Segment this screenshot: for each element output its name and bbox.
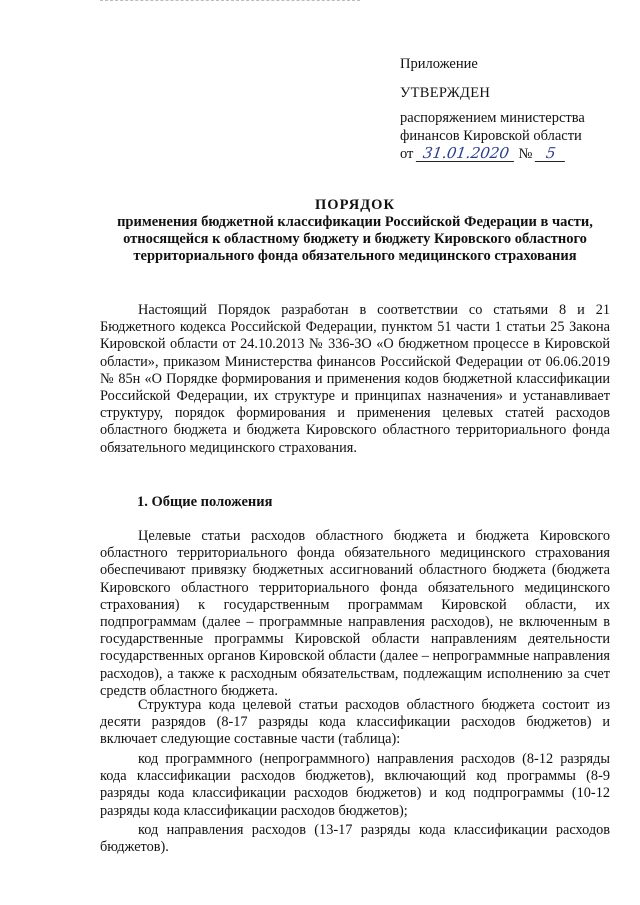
number-prefix: № [518, 146, 533, 162]
approved-stamp-label: УТВЕРЖДЕН [400, 85, 491, 101]
appendix-label: Приложение [400, 56, 478, 72]
paragraph-target-articles: Целевые статьи расходов областного бюджета и бюджета Кировского областного территориального фонда обязательного медицинского страхования обеспечивают привязку бюджетных ассигнований областного бюджета (бюджета Кировского областного территориального фонда обязательного медицинского страхования) к государственным программам Кировской области, их подпрограммам (далее – программные направления расходов), не включенным в государственные программы Кировской области направлениям деятельности государственных органов Кировской области (далее – непрограммные направления расходов), а также к расходным обязательствам, подлежащим исполнению за счет средств областного бюджета. [100, 528, 610, 699]
handwritten-number: 5 [535, 145, 567, 162]
section-1-title: 1. Общие положения [137, 494, 273, 510]
paragraph-program-code: код программного (непрограммного) направления расходов (8-12 разряды кода классификации расходов бюджетов), включающий код программы (8-9 разряды кода классификации расходов бюджетов) и код подпрограммы (10-12 разряды кода классификации расходов бюджетов); [100, 751, 610, 819]
approval-date-line [400, 145, 630, 163]
document-title: ПОРЯДОК [315, 197, 395, 213]
document-subtitle: применения бюджетной классификации Российской Федерации в части, относящейся к областному бюджету и бюджету Кировского областного территориального фонда обязательного медицинского страхования [117, 214, 593, 264]
paragraph-code-structure: Структура кода целевой статьи расходов областного бюджета состоит из десяти разрядов (8-17 разряды кода классификации расходов бюджетов) и включает следующие составные части (таблица): [100, 697, 610, 748]
document-title-block [100, 197, 610, 265]
paragraph-direction-code: код направления расходов (13-17 разряды кода классификации расходов бюджетов). [100, 822, 610, 856]
intro-paragraph: Настоящий Порядок разработан в соответствии со статьями 8 и 21 Бюджетного кодекса Российской Федерации, пунктом 51 части 1 статьи 25 Закона Кировской области от 24.10.2013 № 336-ЗО «О бюджетном процессе в Кировской области», приказом Министерства финансов Российской Федерации от 06.06.2019 № 85н «О Порядке формирования и применения кодов бюджетной классификации Российской Федерации, их структуре и принципах назначения» и устанавливает структуру, порядок формирования и применения целевых статей расходов областного бюджета и бюджета Кировского областного территориального фонда обязательного медицинского страхования. [100, 302, 610, 456]
date-prefix: от [400, 146, 414, 162]
handwritten-date: 31.01.2020 [416, 145, 516, 162]
scan-top-edge-mark [100, 0, 360, 4]
approval-order-text: распоряжением министерства финансов Кировской области [400, 110, 585, 144]
